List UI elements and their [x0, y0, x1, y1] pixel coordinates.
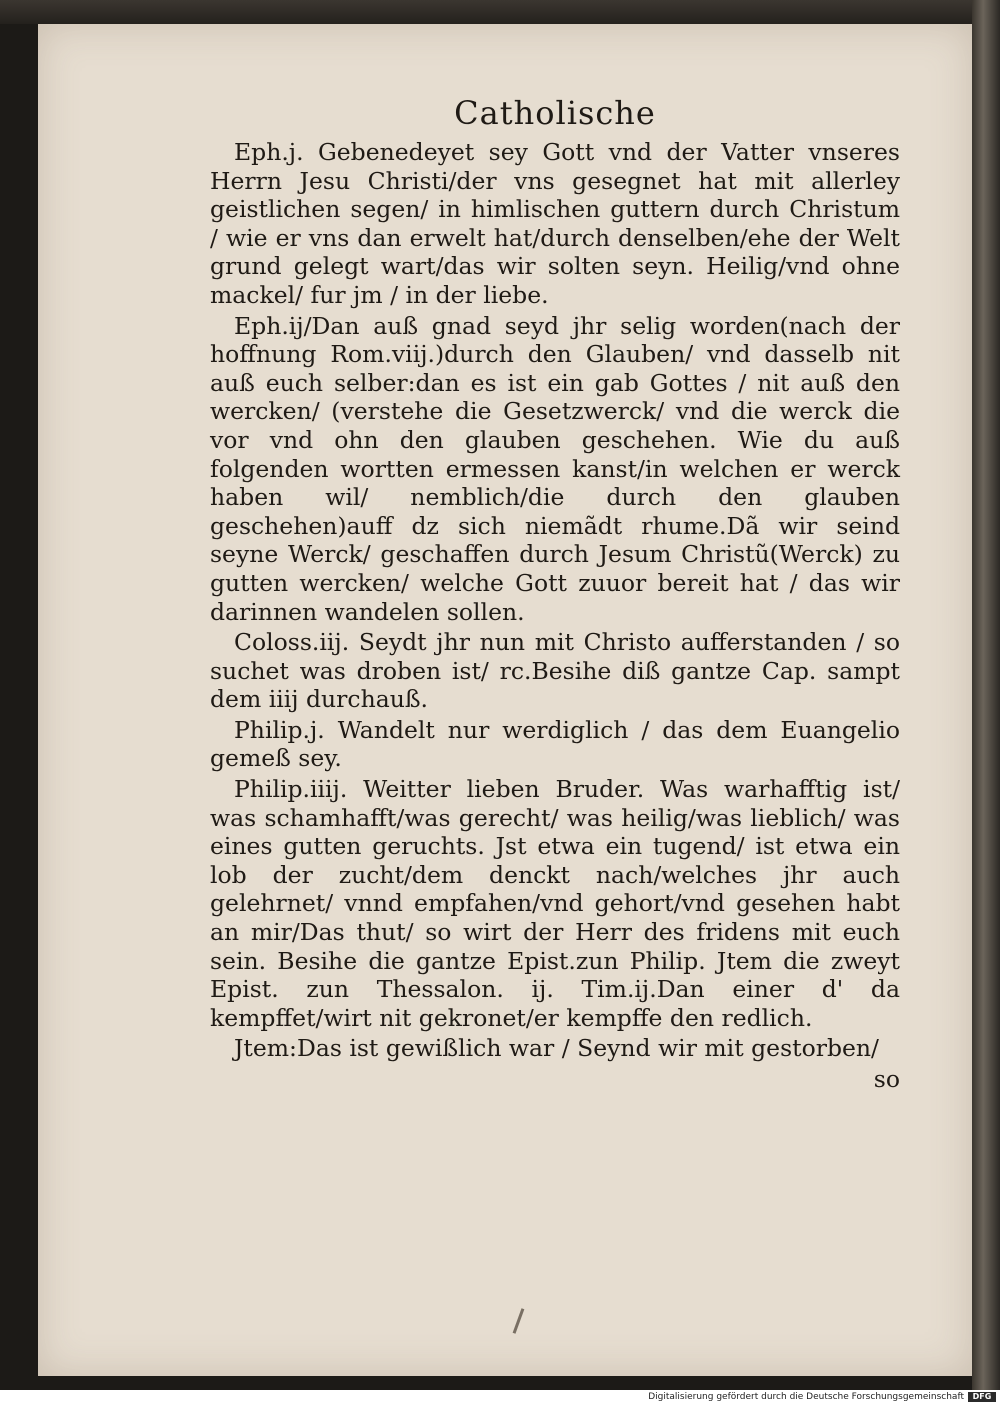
paragraph-ephesians-1: Eph.j. Gebenedeyet sey Gott vnd der Vatter vnseres Herrn Jesu Christi/der vns gesegnet hat mit allerley geistlichen segen/ in himlischen guttern durch Christum / wie er vns dan erwelt hat/durch denselben/ehe der Welt grund gelegt wart/das wir solten seyn. Heilig/vnd ohne mackel/ fur jm / in der liebe. — [210, 138, 900, 309]
paragraph-philippians-4: Philip.iiij. Weitter lieben Bruder. Was warhafftig ist/ was schamhafft/was gerecht/ was heilig/was lieblich/ was eines gutten geruchts. Jst etwa ein tugend/ ist etwa ein lob der zucht/dem denckt nach/welches jhr auch gelehrnet/ vnnd empfahen/vnd gehort/vnd gesehen habt an mir/Das thut/ so wirt der Herr des fridens mit euch sein. Besihe die gantze Epist.zun Philip. Jtem die zweyt Epist. zun Thessalon. ij. Tim.ij.Dan einer d' da kempffet/wirt nit gekronet/er kempffe den redlich. — [210, 775, 900, 1032]
running-head: Catholische — [454, 94, 656, 132]
digitization-footer — [0, 1390, 1000, 1404]
text-block — [210, 90, 900, 1093]
scan-top-edge — [0, 0, 1000, 24]
dfg-logo: DFG — [968, 1392, 996, 1402]
paragraph-ephesians-2: Eph.ij/Dan auß gnad seyd jhr selig worden(nach der hoffnung Rom.viij.)durch den Glauben/ vnd dasselb nit auß euch selber:dan es ist ein gab Gottes / nit auß den wercken/ (verstehe die Gesetzwerck/ vnd die werck die vor vnd ohn den glauben geschehen. Wie du auß folgenden wortten ermessen kanst/in welchen er werck haben wil/ nemblich/die durch den glauben geschehen)auff dz sich niemãdt rhume.Dã wir seind seyne Werck/ geschaffen durch Jesum Christũ(Werck) zu gutten wercken/ welche Gott zuuor bereit hat / das wir darinnen wandelen sollen. — [210, 311, 900, 626]
catchword: so — [873, 1065, 900, 1093]
paragraph-philippians-1: Philip.j. Wandelt nur werdiglich / das dem Euangelio gemeß sey. — [210, 715, 900, 773]
footer-credit: Digitalisierung gefördert durch die Deutsche Forschungsgemeinschaft — [648, 1392, 964, 1402]
book-edge — [972, 0, 1000, 1390]
paragraph-item: Jtem:Das ist gewißlich war / Seynd wir mit gestorben/ — [234, 1034, 879, 1063]
paragraph-colossians-3: Coloss.iij. Seydt jhr nun mit Christo aufferstanden / so suchet was droben ist/ rc.Besihe diß gantze Cap. sampt dem iiij durchauß. — [210, 628, 900, 714]
